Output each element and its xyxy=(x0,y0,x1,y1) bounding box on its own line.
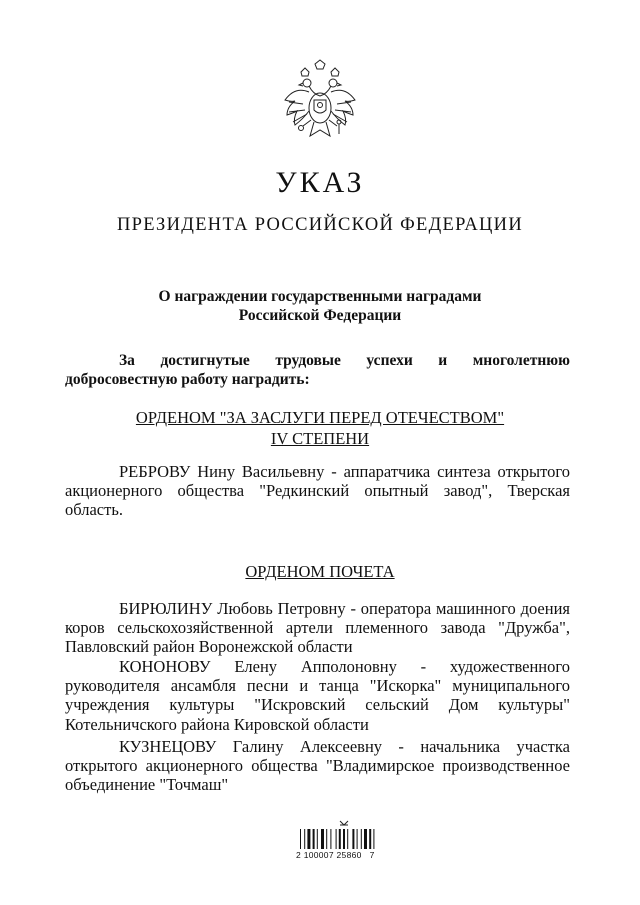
decree-subtitle: ПРЕЗИДЕНТА РОССИЙСКОЙ ФЕДЕРАЦИИ xyxy=(116,215,523,235)
award-entry-kuznetsova xyxy=(65,737,570,795)
award-line: Котельничского района Кировской области xyxy=(65,714,369,734)
barcode-icon xyxy=(296,819,392,871)
award-line: руководителя ансамбля песни и танца "Искорка" муниципального xyxy=(65,676,570,696)
award-line: БИРЮЛИНУ Любовь Петровну - оператора машинного доения xyxy=(119,599,570,618)
award-entry-rebrova xyxy=(65,462,570,520)
award-entry-kononova xyxy=(65,657,570,734)
award-line: КОНОНОВУ Елену Апполоновну - художественного xyxy=(119,657,570,676)
award-line: область. xyxy=(65,500,123,520)
award-line: открытого акционерного общества "Владимирское производственное xyxy=(65,756,570,776)
award-line: Павловский район Воронежской области xyxy=(65,637,353,657)
award-line: объединение "Точмаш" xyxy=(65,775,229,795)
order-heading-merit-line-2: IV СТЕПЕНИ xyxy=(270,429,370,448)
award-line: учреждения культуры "Искровский сельский Дом культуры" xyxy=(65,695,570,715)
decree-topic-line-2: Российской Федерации xyxy=(238,307,402,324)
award-line: РЕБРОВУ Нину Васильевну - аппаратчика синтеза открытого xyxy=(119,462,570,481)
award-line: коров сельскохозяйственной артели племенного завода "Дружба", xyxy=(65,618,570,638)
order-heading-merit xyxy=(80,407,560,449)
award-line: КУЗНЕЦОВУ Галину Алексеевну - начальника участка xyxy=(119,737,570,756)
decree-topic-line-1: О награждении государственными наградами xyxy=(158,288,482,305)
order-heading-merit-line-1: ОРДЕНОМ "ЗА ЗАСЛУГИ ПЕРЕД ОТЕЧЕСТВОМ" xyxy=(135,408,505,427)
intro-paragraph xyxy=(65,351,570,389)
award-entry-biryulina xyxy=(65,599,570,657)
intro-line-1: За достигнутые трудовые успехи и многолетнюю xyxy=(119,352,570,369)
intro-line-2: добросовестную работу наградить: xyxy=(65,371,310,388)
double-headed-eagle-emblem-icon xyxy=(279,58,361,146)
order-heading-honour xyxy=(80,561,560,582)
barcode-number: 2 100007 25860 7 xyxy=(296,850,375,860)
award-line: акционерного общества "Редкинский опытный завод", Тверская xyxy=(65,481,570,501)
order-heading-honour-line-1: ОРДЕНОМ ПОЧЕТА xyxy=(245,562,395,581)
decree-topic xyxy=(120,287,520,325)
decree-title: УКАЗ xyxy=(275,166,365,199)
